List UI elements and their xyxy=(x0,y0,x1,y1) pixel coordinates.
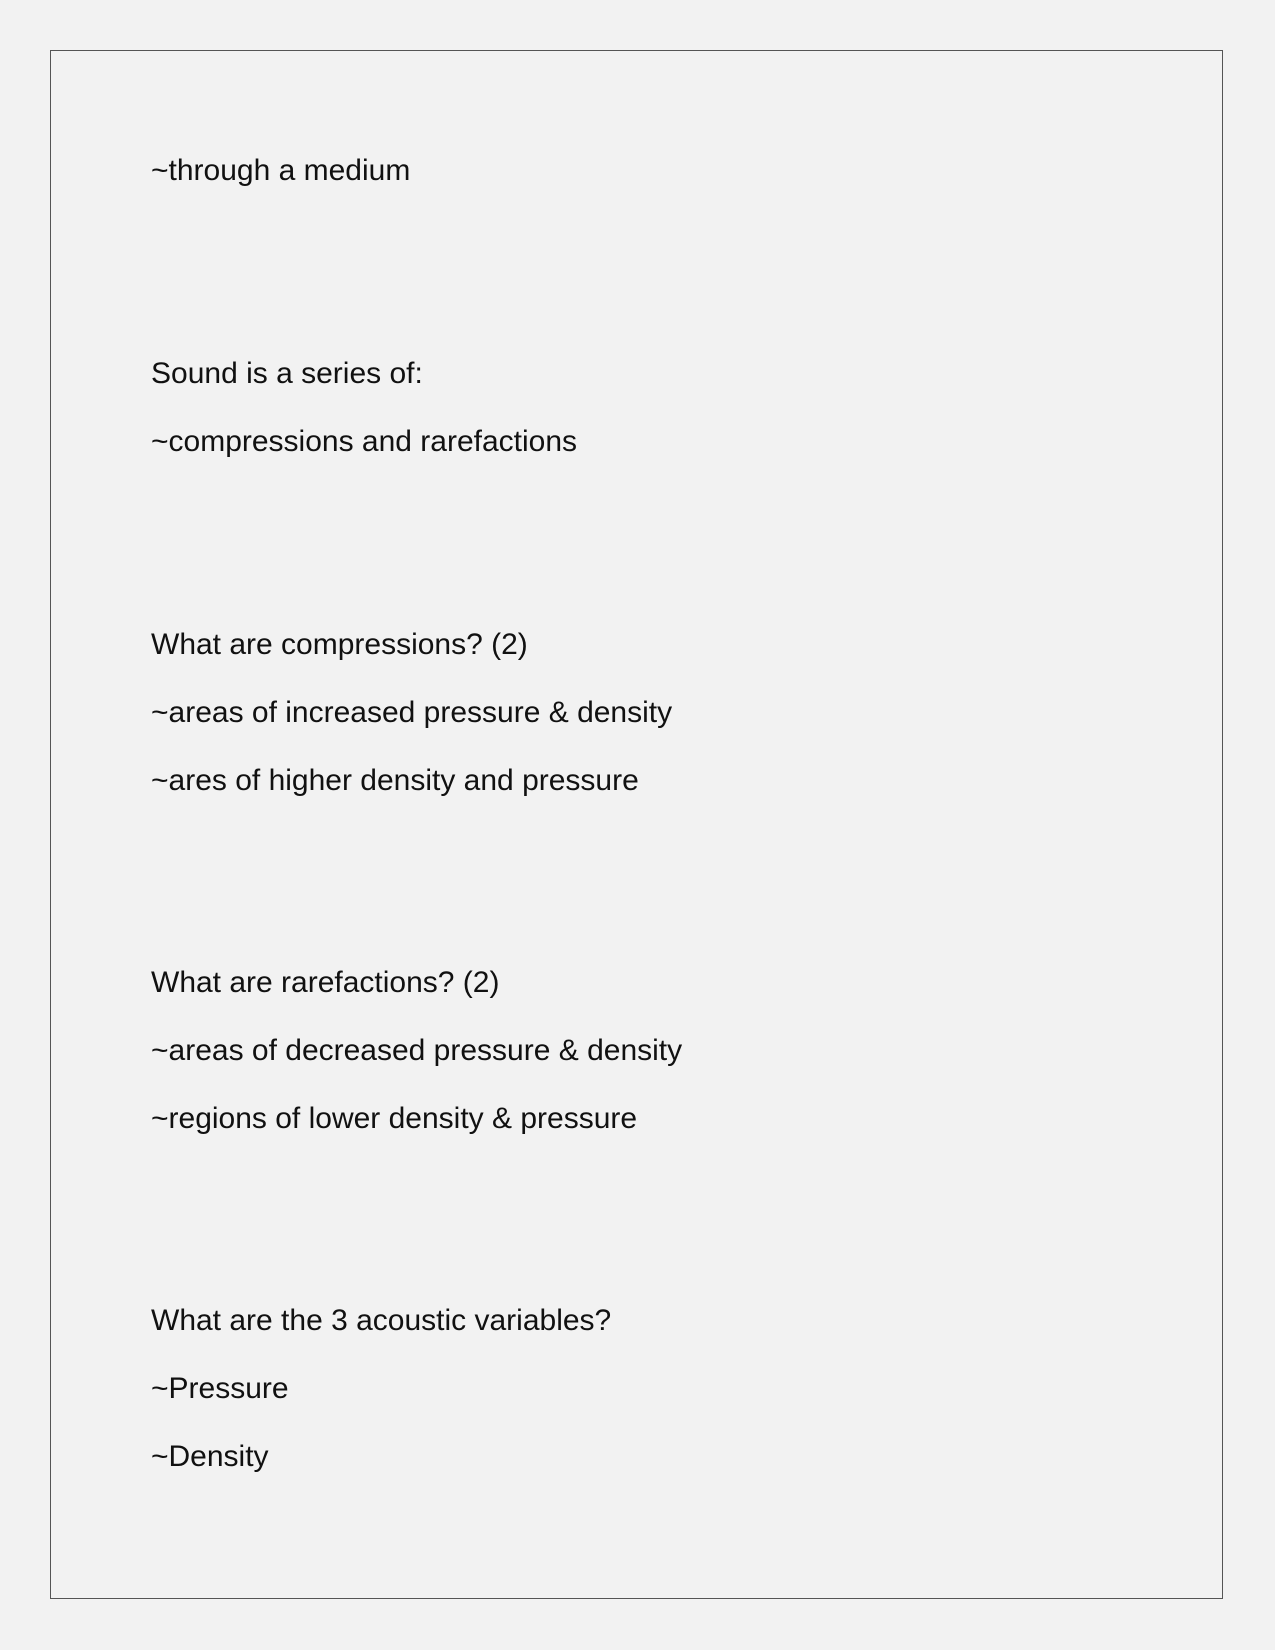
answer-line: ~regions of lower density & pressure xyxy=(151,1102,638,1135)
answer-line: ~compressions and rarefactions xyxy=(151,425,578,458)
answer-line: ~through a medium xyxy=(151,154,411,187)
answer-line: ~Density xyxy=(151,1440,269,1473)
question-line: What are compressions? (2) xyxy=(151,628,528,661)
document-page xyxy=(50,50,1223,1599)
answer-line: ~areas of decreased pressure & density xyxy=(151,1034,683,1067)
answer-line: ~Pressure xyxy=(151,1372,289,1405)
question-line: What are the 3 acoustic variables? xyxy=(151,1304,612,1337)
question-line: What are rarefactions? (2) xyxy=(151,966,500,999)
answer-line: ~areas of increased pressure & density xyxy=(151,696,673,729)
question-line: Sound is a series of: xyxy=(151,357,423,390)
answer-line: ~ares of higher density and pressure xyxy=(151,764,639,797)
